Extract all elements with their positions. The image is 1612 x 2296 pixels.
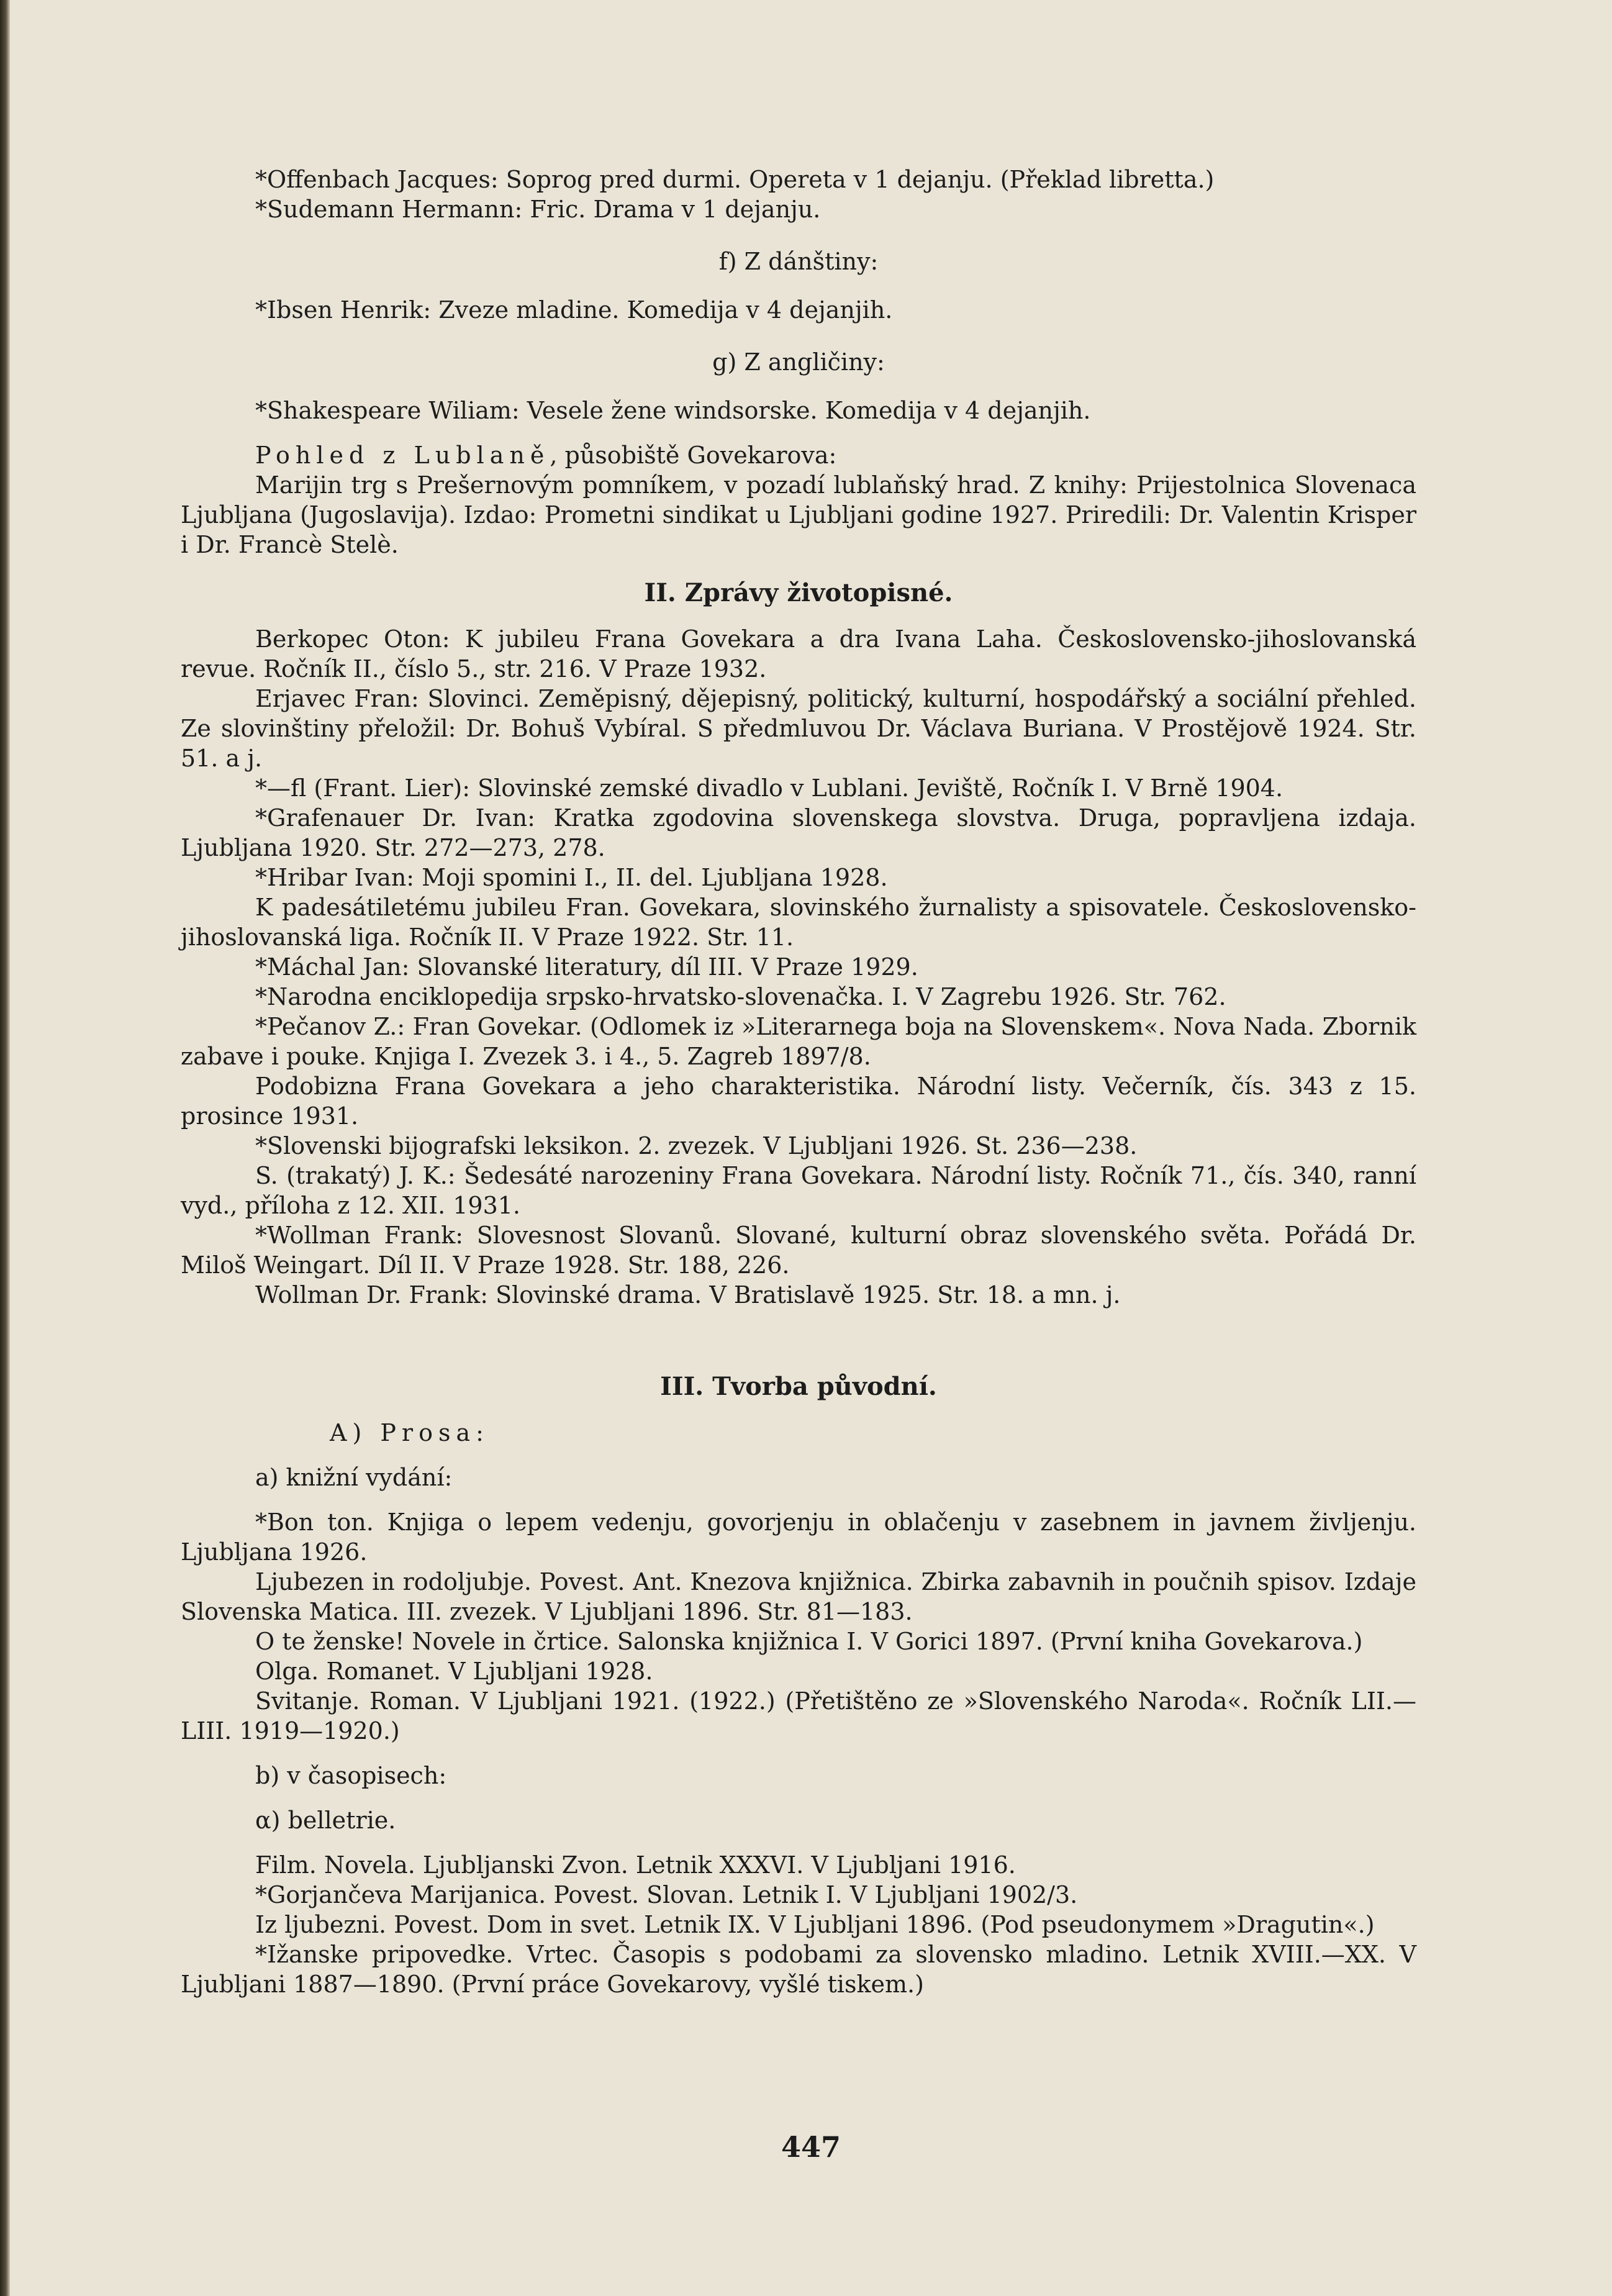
bibliography-entry: Film. Novela. Ljubljanski Zvon. Letnik XXXVI. V Ljubljani 1916. [255, 1851, 1016, 1879]
bibliography-entry: *Offenbach Jacques: Soprog pred durmi. Opereta v 1 dejanju. (Překlad libretta.) [255, 166, 1215, 193]
view-caption-heading [181, 440, 1416, 470]
belletrie-label: α) belletrie. [255, 1807, 396, 1834]
bibliography-entry: S. (trakatý) J. K.: Šedesáté narozeniny Frana Govekara. Národní listy. Ročník 71., čís. 340, ranní vyd., příloha z 12. XII. 1931. [181, 1162, 1416, 1219]
bibliography-entry: *Hribar Ivan: Moji spomini I., II. del. Ljubljana 1928. [255, 864, 888, 891]
bibliography-entry: Berkopec Oton: K jubileu Frana Govekara a dra Ivana Laha. Československo-jihoslovanská revue. Ročník II., číslo 5., str. 216. V Praze 1932. [181, 625, 1416, 683]
bibliography-entry: *Ibsen Henrik: Zveze mladine. Komedija v 4 dejanjih. [255, 296, 893, 324]
bibliography-entry: *Máchal Jan: Slovanské literatury, díl III. V Praze 1929. [255, 953, 918, 981]
bibliography-entry: *Slovenski bijografski leksikon. 2. zvezek. V Ljubljani 1926. St. 236—238. [255, 1132, 1138, 1159]
book-spine-shadow [0, 0, 10, 2296]
book-page [10, 0, 1612, 2296]
bibliography-entry: Olga. Romanet. V Ljubljani 1928. [255, 1658, 653, 1685]
page-content [181, 165, 1416, 1999]
prose-label-text: A) Prosa: [330, 1419, 489, 1446]
bibliography-entry: *Sudemann Hermann: Fric. Drama v 1 dejanju. [255, 196, 821, 223]
bibliography-entry: K padesátiletému jubileu Fran. Govekara, slovinského žurnalisty a spisovatele. Československo-jihoslovanská liga. Ročník II. V Praze 1922. Str. 11. [181, 894, 1416, 951]
bibliography-entry: *Bon ton. Knjiga o lepem vedenju, govorjenju in oblačenju v zasebnem in javnem življenju. Ljubljana 1926. [181, 1509, 1416, 1566]
periodicals-label: b) v časopisech: [255, 1762, 447, 1789]
bibliography-entry: Ljubezen in rodoljubje. Povest. Ant. Knezova knjižnica. Zbirka zabavnih in poučnih spisov. Izdaje Slovenska Matica. III. zvezek. V Ljubljani 1896. Str. 81—183. [181, 1568, 1416, 1625]
bibliography-entry: *Gorjančeva Marijanica. Povest. Slovan. Letnik I. V Ljubljani 1902/3. [255, 1881, 1078, 1908]
bibliography-entry: O te ženske! Novele in črtice. Salonska knjižnica I. V Gorici 1897. (První kniha Govekarova.) [255, 1628, 1363, 1655]
bibliography-entry: Podobizna Frana Govekara a jeho charakteristika. Národní listy. Večerník, čís. 343 z 15. prosince 1931. [181, 1073, 1416, 1130]
bibliography-entry: *Ižanske pripovedke. Vrtec. Časopis s podobami za slovensko mladino. Letnik XVIII.—XX. V Ljubljani 1887—1890. (První práce Govekarovy, vyšlé tiskem.) [181, 1941, 1416, 1998]
book-editions-label: a) knižní vydání: [255, 1464, 453, 1491]
subsection-heading-english: g) Z angličiny: [712, 348, 885, 376]
prose-label [181, 1418, 1416, 1448]
subsection-heading-danish: f) Z dánštiny: [718, 248, 879, 275]
view-caption-title: Pohled z Lublaně [255, 442, 550, 469]
bibliography-entry: Iz ljubezni. Povest. Dom in svet. Letnik IX. V Ljubljani 1896. (Pod pseudonymem »Dragutin«.) [255, 1911, 1375, 1938]
bibliography-entry: *Pečanov Z.: Fran Govekar. (Odlomek iz »Literarnega boja na Slovenskem«. Nova Nada. Zbornik zabave i pouke. Knjiga I. Zvezek 3. i 4., 5. Zagreb 1897/8. [181, 1013, 1416, 1070]
bibliography-entry: *Narodna enciklopedija srpsko-hrvatsko-slovenačka. I. V Zagrebu 1926. Str. 762. [255, 983, 1226, 1010]
view-caption-text: Marijin trg s Prešernovým pomníkem, v pozadí lublaňský hrad. Z knihy: Prijestolnica Slovenaca Ljubljana (Jugoslavija). Izdao: Prometni sindikat u Ljubljani godine 1927. Priredili: Dr. Valentin Krisper i Dr. Francè Stelè. [181, 471, 1416, 558]
bibliography-entry: *—fl (Frant. Lier): Slovinské zemské divadlo v Lublani. Jeviště, Ročník I. V Brně 1904. [255, 774, 1284, 802]
page-number: 447 [781, 2130, 841, 2164]
view-caption-title-rest: , působiště Govekarova: [550, 442, 837, 469]
bibliography-entry: *Grafenauer Dr. Ivan: Kratka zgodovina slovenskega slovstva. Druga, popravljena izdaja. Ljubljana 1920. Str. 272—273, 278. [181, 804, 1416, 861]
section-heading-original-works: III. Tvorba původní. [660, 1372, 937, 1401]
bibliography-entry: Wollman Dr. Frank: Slovinské drama. V Bratislavě 1925. Str. 18. a mn. j. [255, 1281, 1121, 1309]
bibliography-entry: *Shakespeare Wiliam: Vesele žene windsorske. Komedija v 4 dejanjih. [255, 397, 1091, 424]
bibliography-entry: Erjavec Fran: Slovinci. Zeměpisný, dějepisný, politický, kulturní, hospodářský a sociální přehled. Ze slovinštiny přeložil: Dr. Bohuš Vybíral. S předmluvou Dr. Václava Buriana. V Prostějově 1924. Str. 51. a j. [181, 685, 1416, 772]
bibliography-entry: *Wollman Frank: Slovesnost Slovanů. Slované, kulturní obraz slovenského světa. Pořádá Dr. Miloš Weingart. Díl II. V Praze 1928. Str. 188, 226. [181, 1222, 1416, 1279]
bibliography-entry: Svitanje. Roman. V Ljubljani 1921. (1922.) (Přetištěno ze »Slovenského Naroda«. Ročník LII.—LIII. 1919—1920.) [181, 1687, 1416, 1745]
section-heading-biographical: II. Zprávy životopisné. [644, 578, 953, 607]
